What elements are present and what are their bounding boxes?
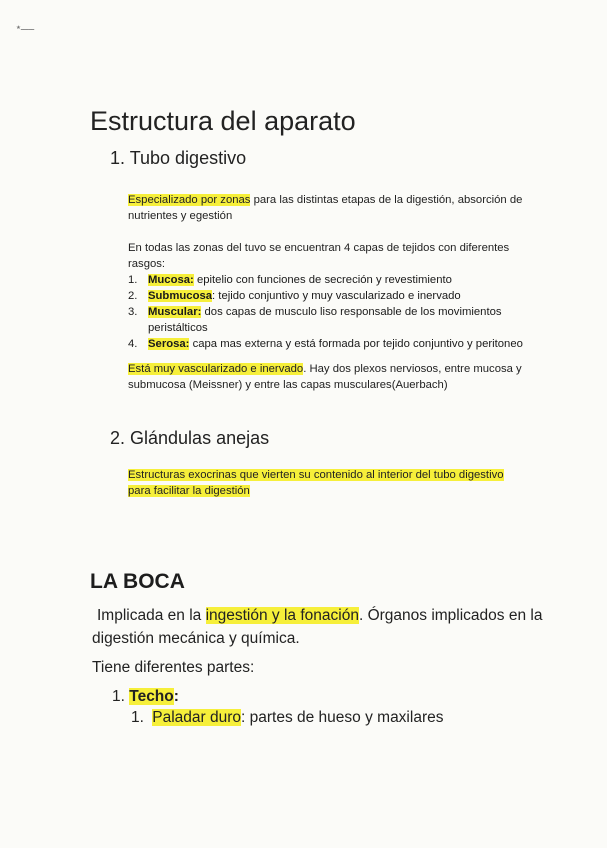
paladar-term: Paladar duro (152, 709, 242, 726)
tubo-intro (128, 192, 538, 224)
list-number: 1. (128, 274, 138, 286)
page-title: Estructura del aparato (90, 106, 356, 136)
tubo-intro-text: para las distintas etapas de la digestión, absorción de (250, 194, 523, 206)
list-number: 4. (128, 338, 138, 350)
list-number: 3. (128, 306, 138, 318)
boca-text-pre: Implicada en la (97, 607, 206, 624)
corner-mark: ـــــ٭ (16, 22, 35, 32)
capa-desc: epitelio con funciones de secreción y revestimiento (193, 274, 452, 286)
heading-glandulas-anejas: 2. Glándulas anejas (110, 428, 270, 448)
capa-desc: dos capas de musculo liso responsable de los movimientos peristálticos (148, 306, 502, 334)
list-number: 1. (112, 688, 125, 705)
boca-paragraph (97, 604, 567, 628)
capas-intro-line2: rasgos: (128, 258, 166, 270)
heading-tubo-digestivo: 1. Tubo digestivo (110, 148, 247, 168)
list-item (128, 272, 528, 288)
techo-term: Techo (129, 688, 174, 705)
boca-subitem-paladar (131, 706, 443, 730)
list-item (128, 336, 528, 352)
capas-intro (128, 240, 538, 272)
boca-partes-intro: Tiene diferentes partes: (92, 659, 255, 676)
list-number: 2. (128, 290, 138, 302)
plexos-highlight: Está muy vascularizado e inervado (128, 363, 304, 375)
list-item (128, 288, 528, 304)
boca-highlight: ingestión y la fonación (205, 607, 359, 624)
capa-term: Submucosa (148, 290, 213, 302)
list-number: 1. (131, 709, 144, 726)
paladar-desc: : partes de hueso y maxilares (241, 709, 444, 726)
boca-text-post: . Órganos implicados en la (358, 607, 543, 624)
plexos-line2: submucosa (Meissner) y entre las capas musculares(Auerbach) (128, 379, 448, 391)
capas-list (128, 272, 528, 352)
capa-term: Muscular: (148, 306, 202, 318)
tubo-intro-highlight: Especializado por zonas (128, 194, 251, 206)
glandulas-paragraph (128, 467, 538, 499)
capa-desc: capa mas externa y está formada por tejido conjuntivo y peritoneo (189, 338, 523, 350)
plexos-paragraph (128, 361, 538, 393)
boca-paragraph-line2: digestión mecánica y química. (92, 630, 300, 647)
heading-la-boca: LA BOCA (90, 570, 185, 593)
capa-desc: : tejido conjuntivo y muy vascularizado e inervado (212, 290, 461, 302)
techo-colon: : (173, 688, 179, 705)
tubo-intro-line2: nutrientes y egestión (128, 210, 233, 222)
list-item (128, 304, 528, 336)
glandulas-line1: Estructuras exocrinas que vierten su contenido al interior del tubo digestivo (128, 469, 504, 481)
capa-term: Mucosa: (148, 274, 194, 286)
plexos-text: . Hay dos plexos nerviosos, entre mucosa y (303, 363, 522, 375)
glandulas-line2: para facilitar la digestión (128, 485, 250, 497)
capas-intro-line1: En todas las zonas del tuvo se encuentran 4 capas de tejidos con diferentes (128, 242, 510, 254)
capa-term: Serosa: (148, 338, 190, 350)
